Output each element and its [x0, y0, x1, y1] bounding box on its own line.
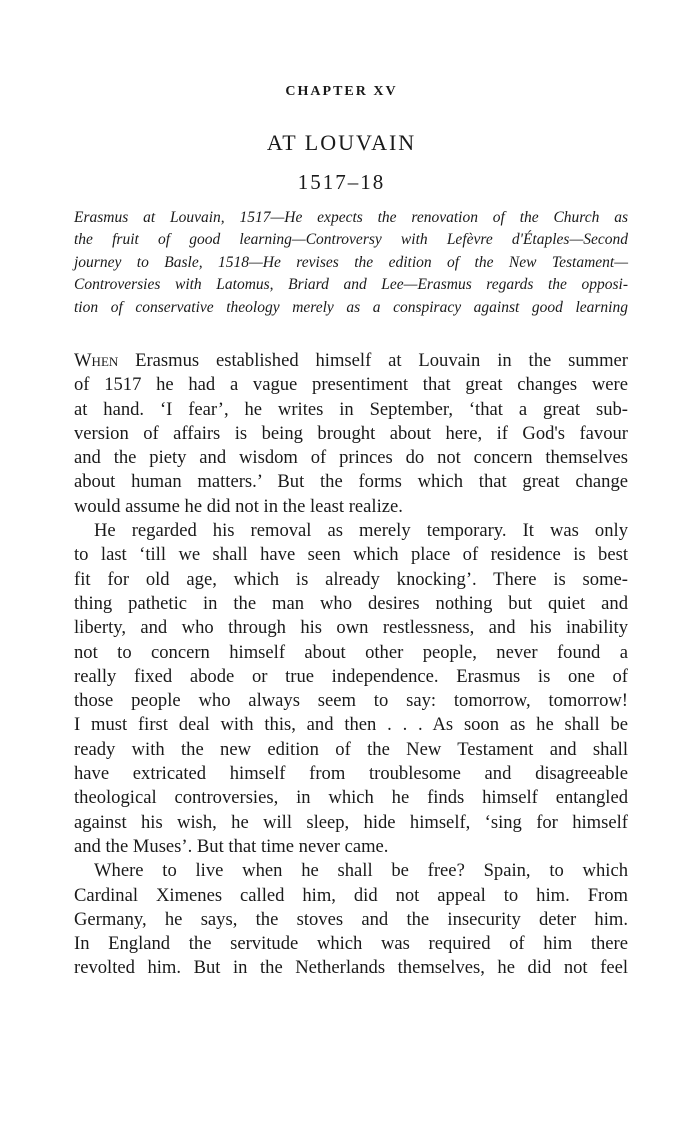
body-line: theological controversies, in which he finds himself entangled [74, 787, 628, 809]
body-line: and the Muses’. But that time never came. [74, 835, 389, 857]
chapter-number: CHAPTER XV [285, 84, 398, 99]
body-line: Cardinal Ximenes called him, did not appeal to him. From [74, 884, 628, 906]
body-line: thing pathetic in the man who desires nothing but quiet and [74, 592, 628, 614]
body-line: Where to live when he shall be free? Spain, to which [94, 860, 628, 882]
body-text [74, 349, 628, 981]
body-line: fit for old age, which is already knocking’. There is some- [74, 568, 628, 590]
body-line: have extricated himself from troublesome and disagreeable [74, 763, 628, 785]
summary-line: the fruit of good learning—Controversy with Lefèvre d'Étaples—Second [74, 231, 628, 249]
body-line: at hand. ‘I fear’, he writes in September, ‘that a great sub- [74, 398, 628, 420]
summary-line: journey to Basle, 1518—He revises the edition of the New Testament— [74, 253, 628, 271]
body-line: I must first deal with this, and then . . . As soon as he shall be [74, 714, 628, 736]
body-line: ready with the new edition of the New Testament and shall [74, 738, 628, 760]
summary-line: Erasmus at Louvain, 1517—He expects the renovation of the Church as [74, 209, 628, 226]
body-line: He regarded his removal as merely temporary. It was only [94, 520, 628, 542]
body-line: of 1517 he had a vague presentiment that great changes were [74, 374, 628, 396]
body-line: would assume he did not in the least realize. [74, 495, 403, 517]
body-line: against his wish, he will sleep, hide himself, ‘sing for himself [74, 811, 628, 833]
summary-line: Controversies with Latomus, Briard and Lee—Erasmus regards the opposi- [74, 276, 628, 294]
body-line: about human matters.’ But the forms which that great change [74, 471, 628, 493]
body-line: really fixed abode or true independence. Erasmus is one of [74, 665, 628, 687]
body-line: not to concern himself about other people, never found a [74, 641, 628, 663]
chapter-title: AT LOUVAIN [266, 130, 417, 155]
body-line: and the piety and wisdom of princes do not concern themselves [74, 447, 628, 469]
body-line [74, 349, 628, 373]
body-line: revolted him. But in the Netherlands themselves, he did not feel [74, 957, 628, 979]
body-line-rest: Erasmus established himself at Louvain in the summer [118, 350, 628, 371]
body-line: liberty, and who through his own restlessness, and his inability [74, 617, 628, 639]
chapter-dates: 1517–18 [297, 170, 386, 194]
body-line: In England the servitude which was required of him there [74, 933, 628, 955]
summary-line: tion of conservative theology merely as a conspiracy against good learning [74, 298, 628, 316]
body-line: Germany, he says, the stoves and the insecurity deter him. [74, 908, 628, 930]
chapter-summary [74, 207, 628, 319]
body-line: to last ‘till we shall have seen which place of residence is best [74, 544, 628, 566]
body-line: version of affairs is being brought about here, if God's favour [74, 422, 628, 444]
opening-word: When [74, 350, 119, 371]
body-line: those people who always seem to say: tomorrow, tomorrow! [74, 690, 628, 712]
